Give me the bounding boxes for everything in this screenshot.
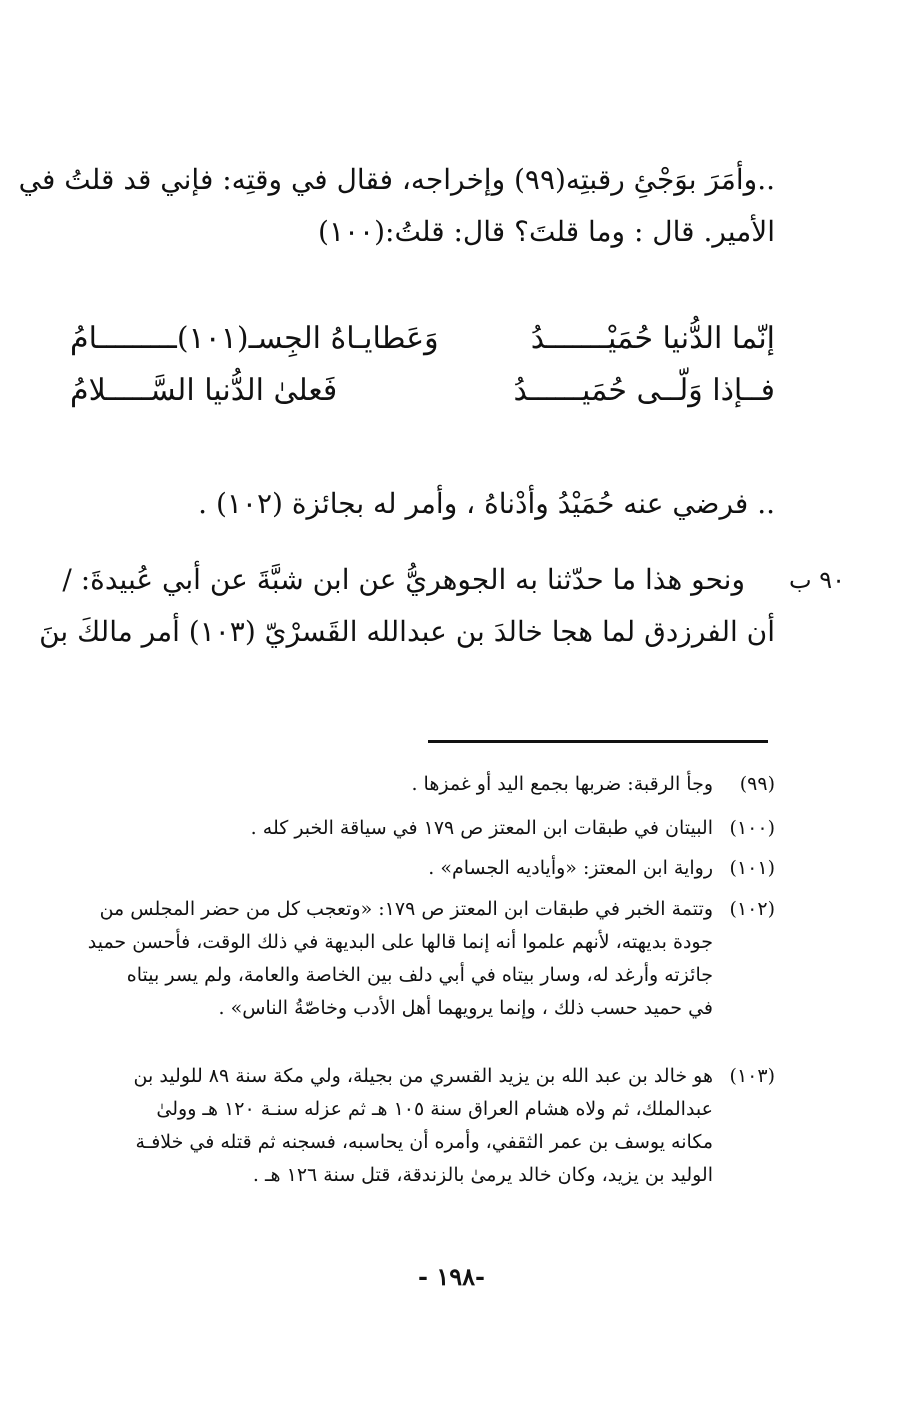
footnote-text-line-1: هو خالد بن عبد الله بن يزيد القسري من بجيلة، ولي مكة سنة ٨٩ للوليد بن: [133, 1065, 713, 1087]
footnote-text-line-4: الوليد بن يزيد، وكان خالد يرمىٰ بالزندقة، قتل سنة ١٢٦ هـ .: [252, 1164, 713, 1186]
paragraph-3-line-2: أن الفرزدق لما هجا خالدَ بن عبدالله القَسرْيّ (١٠٣) أمر مالكَ بنَ: [39, 615, 775, 648]
footnote-text-line-3: مكانه يوسف بن عمر الثقفي، وأمره أن يحاسبه، فسجنه ثم قتله في خلافـة: [135, 1131, 713, 1153]
manuscript-folio-marker: ٩٠ ب: [788, 566, 845, 594]
footnote-number: (١٠٢): [729, 898, 775, 920]
footnote-103: [115, 1060, 775, 1192]
footnote-99: [115, 768, 775, 801]
footnote-text-line-2: جودة بديهته، لأنهم علموا أنه إنما قالها على البديهة في ذلك الوقت، فأحسن حميد: [87, 931, 713, 953]
footnote-text: وجأ الرقبة: ضربها بجمع اليد أو غمزها .: [411, 773, 713, 795]
paragraph-3-line-1: ونحو هذا ما حدّثنا به الجوهريُّ عن ابن شبَّةَ عن أبي عُبيدةَ: /: [62, 563, 745, 596]
footnote-text-line-2: عبدالملك، ثم ولاه هشام العراق سنة ١٠٥ هـ ثم عزله سنـة ١٢٠ هـ وولىٰ: [156, 1098, 713, 1120]
footnote-number: (١٠١): [729, 857, 775, 879]
footnote-number: (٩٩): [739, 773, 775, 795]
paragraph-1-line-2: الأمير. قال : وما قلتَ؟ قال: قلتُ:(١٠٠): [318, 215, 775, 248]
footnote-separator: [428, 740, 768, 743]
footnote-101: [115, 852, 775, 885]
verse-1-first-hemistich: إنّما الدُّنيا حُمَيْـــــــدُ: [530, 321, 775, 356]
page-number: -١٩٨ -: [418, 1262, 485, 1291]
footnote-text-line-1: وتتمة الخبر في طبقات ابن المعتز ص ١٧٩: «وتعجب كل من حضر المجلس من: [99, 898, 713, 920]
footnote-text: البيتان في طبقات ابن المعتز ص ١٧٩ في سياقة الخبر كله .: [250, 817, 713, 839]
footnote-102: [87, 893, 775, 1025]
footnote-text-line-4: في حميد حسب ذلك ، وإنما يرويهما أهل الأدب وخاصّةُ الناس» .: [218, 997, 713, 1019]
paragraph-1-line-1: ..وأمَرَ بوَجْئِ رقبتِه(٩٩) وإخراجه، فقال في وقتِه: فإني قد قلتُ في: [18, 163, 775, 196]
footnote-text-line-3: جائزته وأرغد له، وسار بيتاه في أبي دلف بين الخاصة والعامة، ولم يسر بيتاه: [126, 964, 713, 986]
footnote-number: (١٠٠): [729, 817, 775, 839]
verse-1-second-hemistich: وَعَطايـاهُ الجِسـ(١٠١)ـــــــــامُ: [70, 321, 439, 356]
verse-2-second-hemistich: فَعلىٰ الدُّنيا السَّـــــلامُ: [70, 373, 338, 408]
paragraph-2: .. فرضي عنه حُمَيْدُ وأدْناهُ ، وأمر له بجائزة (١٠٢) .: [198, 487, 775, 520]
verse-2-first-hemistich: فــإذا وَلّــى حُمَيــــــدُ: [513, 373, 775, 408]
footnote-text: رواية ابن المعتز: «وأياديه الجسام» .: [428, 857, 713, 879]
footnote-number: (١٠٣): [729, 1065, 775, 1087]
footnote-100: [115, 812, 775, 845]
